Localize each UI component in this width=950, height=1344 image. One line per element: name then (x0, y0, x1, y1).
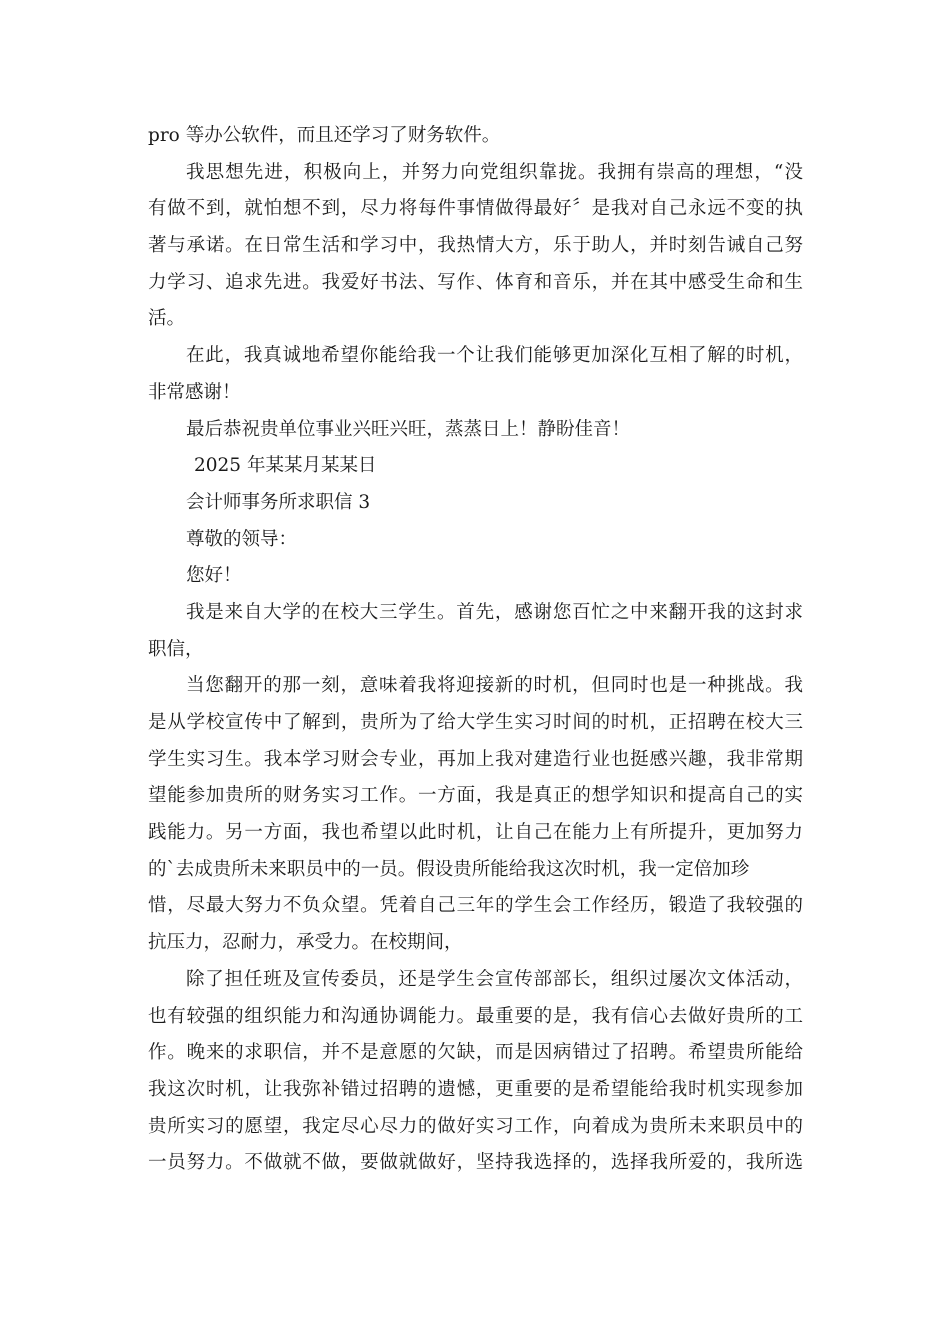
text-line: 活。 (148, 308, 186, 330)
text-line: 非常感谢！ (148, 381, 241, 403)
text-line: 当您翻开的那一刻，意味着我将迎接新的时机，但同时也是一种挑战。我 (186, 675, 803, 697)
text-line: 贵所实习的愿望，我定尽心尽力的做好实习工作，向着成为贵所未来职员中的 (148, 1115, 803, 1137)
text-line: 除了担任班及宣传委员，还是学生会宣传部部长，组织过屡次文体活动， (186, 968, 803, 990)
text-line: 学生实习生。我本学习财会专业，再加上我对建造行业也挺感兴趣，我非常期 (148, 748, 803, 770)
text-line: 2025 年某某月某某日 (194, 455, 377, 477)
text-line: 我这次时机，让我弥补错过招聘的遗憾，更重要的是希望能给我时机实现参加 (148, 1078, 803, 1100)
text-line: pro 等办公软件，而且还学习了财务软件。 (148, 125, 501, 146)
text-line: 有做不到，就怕想不到，尽力将每件事情做得最好〞是我对自己永远不变的执 (148, 198, 803, 220)
text-line: 您好！ (186, 565, 242, 587)
text-line: 一员努力。不做就不做，要做就做好，坚持我选择的，选择我所爱的，我所选 (148, 1152, 803, 1174)
text-line: 我是来自大学的在校大三学生。首先，感谢您百忙之中来翻开我的这封求 (186, 601, 803, 623)
text-line: 我思想先进，积极向上，并努力向党组织靠拢。我拥有崇高的理想，“没 (186, 161, 803, 183)
text-line: 也有较强的组织能力和沟通协调能力。最重要的是，我有信心去做好贵所的工 (148, 1005, 803, 1027)
text-line: 惜，尽最大努力不负众望。凭着自己三年的学生会工作经历，锻造了我较强的 (148, 895, 803, 917)
text-line: 在此，我真诚地希望你能给我一个让我们能够更加深化互相了解的时机， (186, 345, 803, 367)
text-line: 作。晚来的求职信，并不是意愿的欠缺，而是因病错过了招聘。希望贵所能给 (148, 1042, 803, 1064)
text-line: 最后恭祝贵单位事业兴旺兴旺，蒸蒸日上！静盼佳音！ (186, 418, 631, 440)
text-line: 践能力。另一方面，我也希望以此时机，让自己在能力上有所提升，更加努力 (148, 822, 803, 844)
text-line: 是从学校宣传中了解到，贵所为了给大学生实习时间的时机，正招聘在校大三 (148, 712, 803, 733)
text-line: 力学习、追求先进。我爱好书法、写作、体育和音乐，并在其中感受生命和生 (148, 271, 803, 293)
text-line: 著与承诺。在日常生活和学习中，我热情大方，乐于助人，并时刻告诫自己努 (148, 235, 803, 257)
text-line: 会计师事务所求职信 3 (186, 491, 371, 513)
text-line: 望能参加贵所的财务实习工作。一方面，我是真正的想学知识和提高自己的实 (148, 785, 803, 807)
text-line: 职信， (148, 638, 204, 660)
document-body (148, 118, 803, 1182)
text-line: 尊敬的领导： (186, 528, 298, 550)
text-line: 的`去成贵所未来职员中的一员。假设贵所能给我这次时机，我一定倍加珍 (148, 858, 750, 880)
text-line: 抗压力，忍耐力，承受力。在校期间， (148, 932, 463, 954)
